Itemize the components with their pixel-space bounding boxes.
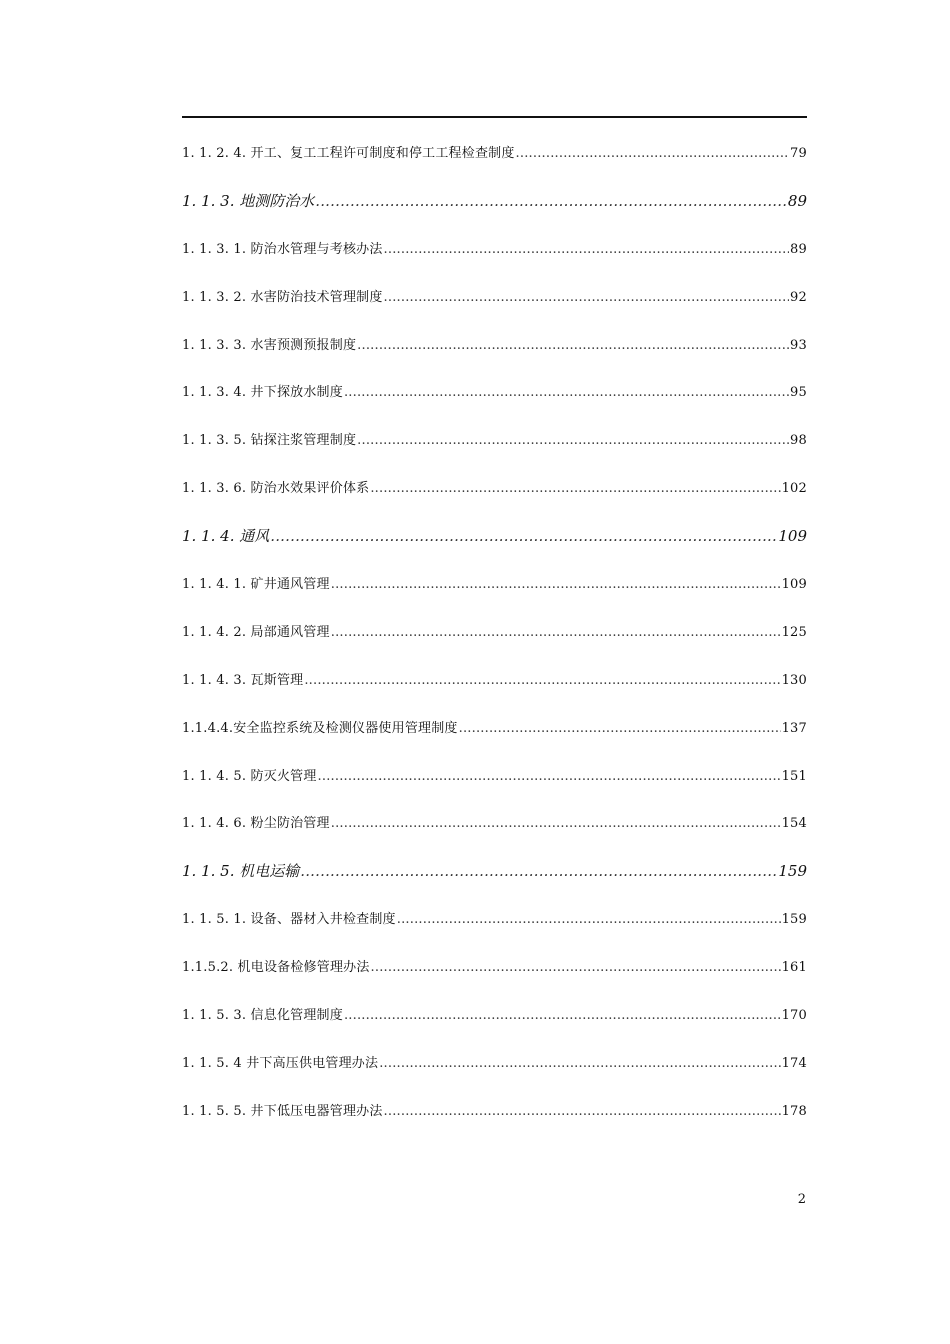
- toc-entry-page: 170: [781, 1008, 807, 1024]
- toc-dot-leader: [384, 226, 790, 274]
- toc-entry[interactable]: [182, 753, 807, 801]
- toc-dot-leader: [397, 896, 781, 944]
- toc-entry-title: 1. 1. 4. 5. 防灭火管理: [182, 768, 317, 784]
- toc-entry[interactable]: [182, 369, 807, 417]
- toc-entry-page: 130: [781, 672, 807, 688]
- toc-entry-page: 89: [787, 191, 807, 210]
- toc-entry[interactable]: [182, 226, 807, 274]
- toc-dot-leader: [331, 561, 781, 609]
- toc-entry-page: 93: [790, 337, 807, 353]
- toc-entry-title: 1. 1. 4. 3. 瓦斯管理: [182, 672, 304, 688]
- toc-entry-page: 161: [781, 960, 807, 976]
- toc-entry[interactable]: [182, 992, 807, 1040]
- toc-entry-title: 1. 1. 3. 3. 水害预测预报制度: [182, 337, 357, 353]
- toc-entry-page: 178: [781, 1103, 807, 1119]
- toc-entry-title: 1. 1. 3. 2. 水害防治技术管理制度: [182, 289, 383, 305]
- toc-dot-leader: [384, 274, 790, 322]
- toc-entry-title: 1. 1. 3. 4. 井下探放水制度: [182, 385, 343, 401]
- toc-entry-page: 102: [781, 481, 807, 497]
- toc-entry[interactable]: [182, 561, 807, 609]
- toc-dot-leader: [371, 944, 781, 992]
- toc-entry[interactable]: [182, 609, 807, 657]
- toc-entry-page: 154: [781, 816, 807, 832]
- toc-entry-title: 1. 1. 5. 机电运输: [182, 862, 300, 881]
- toc-entry-title: 1. 1. 5. 1. 设备、器材入井检查制度: [182, 912, 396, 928]
- toc-dot-leader: [331, 609, 781, 657]
- toc-dot-leader: [331, 800, 781, 848]
- toc-entry-title: 1.1.4.4.安全监控系统及检测仪器使用管理制度: [182, 720, 458, 736]
- toc-entry-title: 1. 1. 3. 6. 防治水效果评价体系: [182, 481, 370, 497]
- toc-entry[interactable]: [182, 896, 807, 944]
- toc-entry[interactable]: [182, 657, 807, 705]
- toc-dot-leader: [459, 705, 781, 753]
- toc-dot-leader: [270, 513, 777, 561]
- toc-entry-title: 1. 1. 4. 6. 粉尘防治管理: [182, 816, 330, 832]
- toc-entry-page: 174: [781, 1055, 807, 1071]
- toc-entry[interactable]: [182, 465, 807, 513]
- toc-dot-leader: [344, 992, 781, 1040]
- header-rule: [182, 116, 807, 118]
- toc-entry-title: 1. 1. 5. 5. 井下低压电器管理办法: [182, 1103, 383, 1119]
- toc-entry-title: 1. 1. 5. 3. 信息化管理制度: [182, 1008, 343, 1024]
- toc-entry-page: 95: [790, 385, 807, 401]
- toc-entry-page: 159: [778, 862, 807, 881]
- toc-entry-title: 1. 1. 4. 2. 局部通风管理: [182, 624, 330, 640]
- toc-entry-title: 1. 1. 4. 通风: [182, 527, 270, 546]
- toc-entry-title: 1. 1. 4. 1. 矿井通风管理: [182, 577, 330, 593]
- toc-dot-leader: [300, 848, 777, 896]
- toc-entry-page: 125: [781, 624, 807, 640]
- toc-entry[interactable]: [182, 417, 807, 465]
- toc-entry-page: 137: [781, 720, 807, 736]
- toc-entry-title: 1. 1. 5. 4 井下高压供电管理办法: [182, 1055, 379, 1071]
- toc-dot-leader: [315, 178, 787, 226]
- toc-entry-page: 92: [790, 289, 807, 305]
- toc-dot-leader: [344, 369, 789, 417]
- toc-entry[interactable]: [182, 848, 807, 896]
- toc-entry-title: 1.1.5.2. 机电设备检修管理办法: [182, 960, 370, 976]
- toc-dot-leader: [370, 465, 780, 513]
- toc-dot-leader: [357, 322, 789, 370]
- toc-dot-leader: [379, 1040, 780, 1088]
- toc-dot-leader: [318, 753, 781, 801]
- toc-entry[interactable]: [182, 800, 807, 848]
- toc-entry[interactable]: [182, 130, 807, 178]
- toc-entry-page: 109: [781, 577, 807, 593]
- toc-entry-title: 1. 1. 3. 5. 钻探注浆管理制度: [182, 433, 357, 449]
- toc-dot-leader: [516, 130, 790, 178]
- toc-entry[interactable]: [182, 178, 807, 226]
- toc-entry-page: 109: [778, 527, 807, 546]
- toc-entry[interactable]: [182, 1088, 807, 1136]
- toc-entry-page: 89: [790, 241, 807, 257]
- toc-dot-leader: [304, 657, 780, 705]
- toc-dot-leader: [384, 1088, 781, 1136]
- toc-entry[interactable]: [182, 705, 807, 753]
- toc-entry[interactable]: [182, 322, 807, 370]
- toc-entry[interactable]: [182, 944, 807, 992]
- toc-entry-title: 1. 1. 2. 4. 开工、复工工程许可制度和停工工程检查制度: [182, 146, 515, 161]
- toc-entry-page: 159: [781, 912, 807, 928]
- page-number: 2: [797, 1192, 806, 1207]
- toc-entry-page: 79: [790, 146, 807, 161]
- toc-dot-leader: [357, 417, 789, 465]
- toc-entry[interactable]: [182, 274, 807, 322]
- table-of-contents: [182, 130, 807, 1136]
- toc-entry-title: 1. 1. 3. 地测防治水: [182, 191, 315, 210]
- toc-entry[interactable]: [182, 1040, 807, 1088]
- toc-entry-page: 98: [790, 433, 807, 449]
- toc-entry-title: 1. 1. 3. 1. 防治水管理与考核办法: [182, 241, 383, 257]
- toc-entry[interactable]: [182, 513, 807, 561]
- toc-entry-page: 151: [781, 768, 807, 784]
